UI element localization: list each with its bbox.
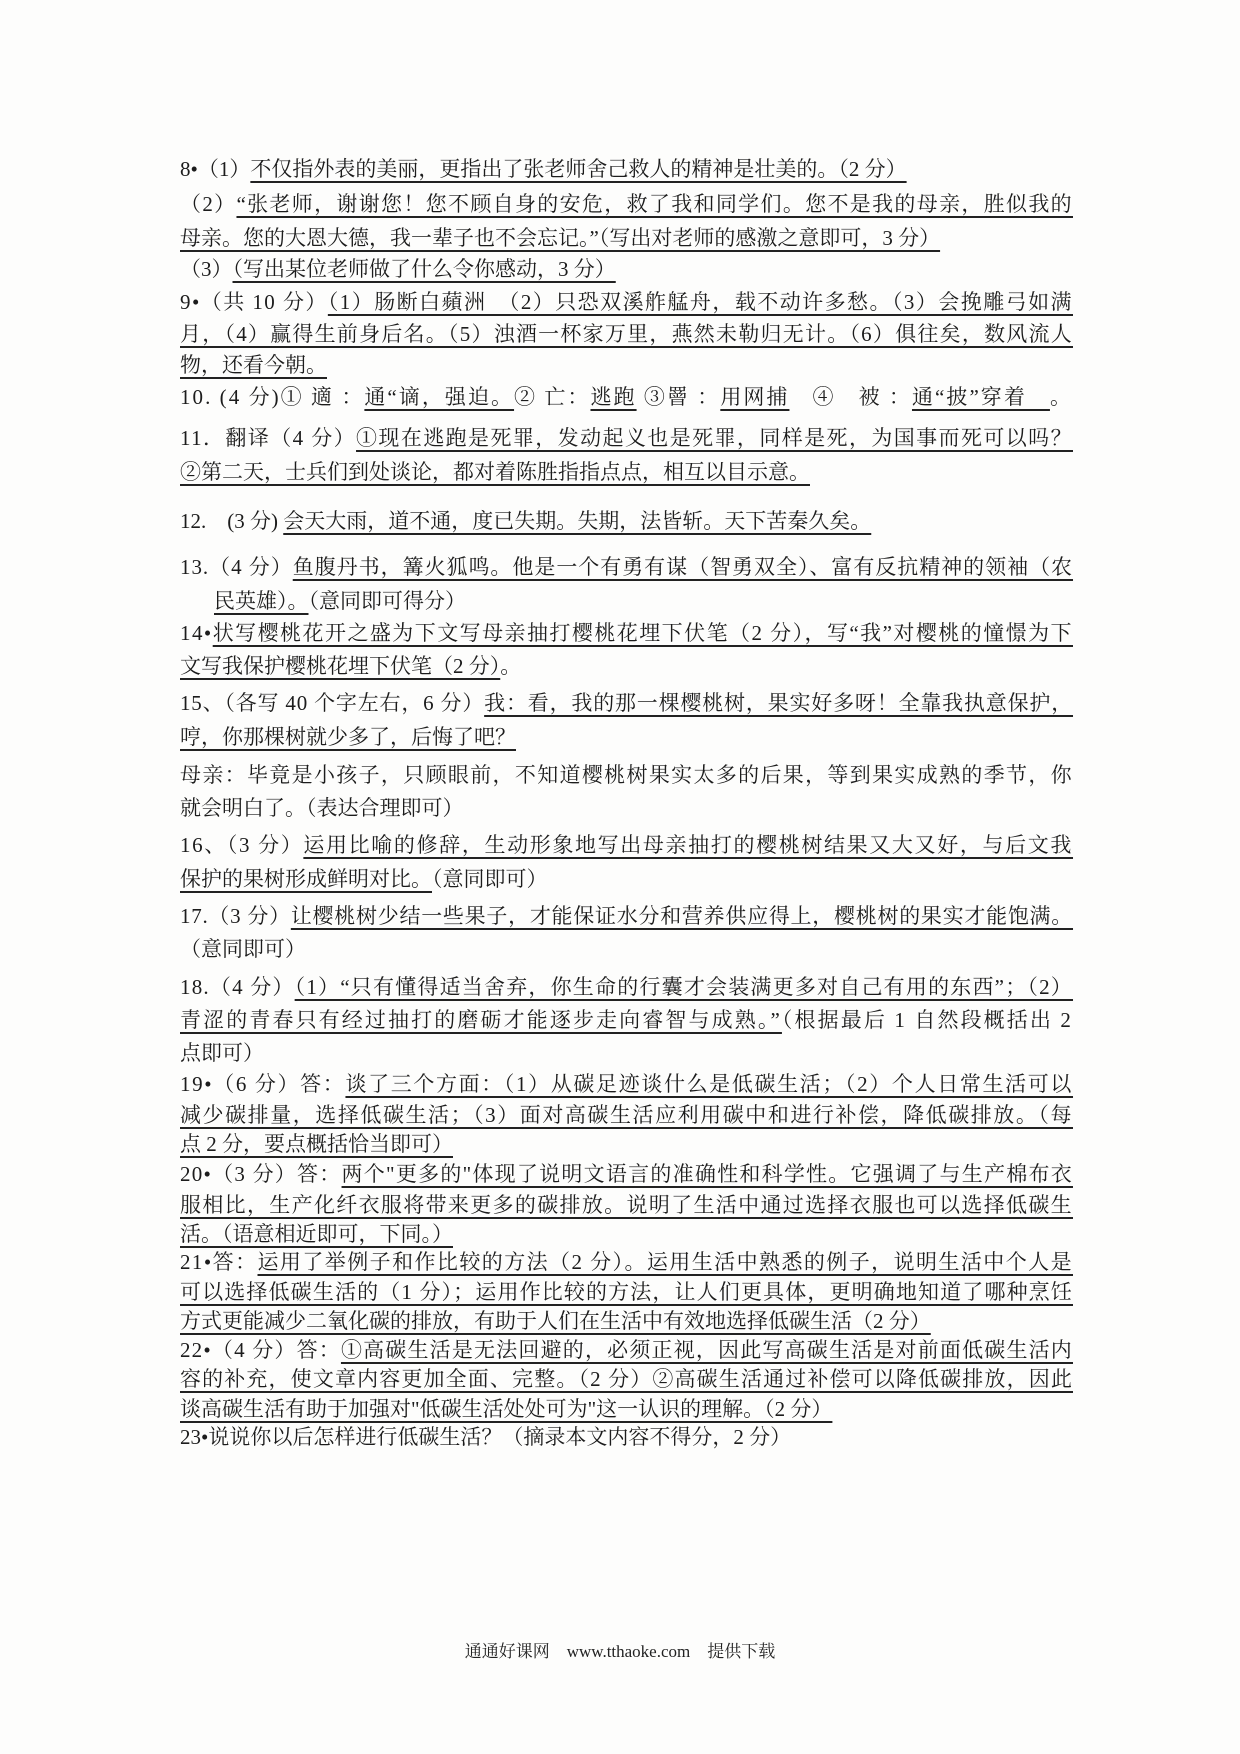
line-q14-1 (180, 618, 1073, 648)
line-q8-2 (180, 189, 1073, 219)
answer-text: 活。（语意相近即可，下同。） (180, 1222, 453, 1246)
question-number: 13.（4 分） (180, 555, 293, 579)
line-q9-2 (180, 319, 1073, 349)
answer-text: 让樱桃树少结一些果子，才能保证水分和营养供应得上，樱桃树的果实才能饱满。 (290, 904, 1074, 928)
line-end: 。 (1049, 385, 1073, 409)
question-number: 14• (180, 621, 213, 645)
answer-text: 月，（4）赢得生前身后名。（5）浊酒一杯家万里，燕然未勒归无计。（6）俱往矣，数风流人 (180, 322, 1073, 346)
answer-text: 通“谪，强迫。 (364, 385, 515, 409)
line-q8-4 (180, 254, 616, 284)
line-q14-2 (180, 651, 521, 681)
question-number: 16、（3 分） (180, 833, 304, 857)
answer-text: 逃跑 (590, 385, 637, 409)
line-q8-1 (180, 154, 907, 184)
line-q22-3 (180, 1394, 832, 1424)
answer-text: （1）“只有懂得适当舍弃，你生命的行囊才会装满更多对自己有用的东西”；（2） (294, 975, 1074, 999)
line-q16-1 (180, 830, 1073, 860)
question-number: 20•（3 分）答： (180, 1162, 342, 1186)
line-q15-4 (180, 793, 464, 823)
answer-text: （1）肠断白蘋洲 （2）只恐双溪舴艋舟，载不动许多愁。（3）会挽雕弓如满 (327, 290, 1073, 314)
answer-text: 谈高碳生活有助于加强对"低碳生活处处可为"这一认识的理解。（2 分） (180, 1397, 833, 1421)
answer-text: 民英雄）。 (214, 589, 309, 613)
question-number: 18.（4 分） (180, 975, 295, 999)
scoring-note: （意同即可得分） (308, 589, 466, 613)
line-q8-3 (180, 223, 940, 253)
line-q21-2 (180, 1277, 1073, 1307)
answer-text: 通“披”穿着 (911, 385, 1050, 409)
line-q21-1 (180, 1247, 1073, 1277)
line-q19-2 (180, 1100, 1073, 1130)
answer-text: 容的补充，使文章内容更加全面、完整。（2 分）②高碳生活通过补偿可以降低碳排放，因此 (180, 1367, 1073, 1391)
line-end: 。 (500, 654, 522, 678)
line-q20-1 (180, 1159, 1073, 1189)
scoring-note: 点即可） (180, 1041, 264, 1065)
line-q20-3 (180, 1219, 453, 1249)
answer-text: 哼，你那棵树就少多了，后悔了吧？ (180, 725, 516, 749)
answer-text: 我：看，我的那一棵樱桃树，果实好多呀！全靠我执意保护， (484, 691, 1074, 715)
answer-text: 两个"更多的"体现了说明文语言的准确性和科学性。它强调了与生产棉布衣 (341, 1162, 1073, 1186)
line-q15-1 (180, 688, 1073, 718)
line-q22-2 (180, 1364, 1073, 1394)
answer-text: 减少碳排量，选择低碳生活；（3）面对高碳生活应利用碳中和进行补偿，降低碳排放。（每 (180, 1103, 1073, 1127)
answer-text: 保护的果树形成鲜明对比。 (180, 867, 432, 891)
scoring-note: （意同即可） (432, 867, 548, 891)
line-q11-1 (180, 423, 1073, 453)
question-number: 12. (3 分) (180, 509, 284, 533)
line-q11-2 (180, 457, 810, 487)
question-number: 21•答： (180, 1250, 258, 1274)
answer-text: 鱼腹丹书，篝火狐鸣。他是一个有勇有谋（智勇双全）、富有反抗精神的领袖（农 (292, 555, 1074, 579)
line-q10 (180, 382, 1073, 412)
answer-text: 用网捕 (720, 385, 790, 409)
answer-text: 母亲。您的大恩大德，我一辈子也不会忘记。”（写出对老师的感激之意即可，3 分） (180, 226, 941, 250)
answer-text: 可以选择低碳生活的（1 分）；运用作比较的方法，让人们更具体，更明确地知道了哪种烹饪 (180, 1280, 1073, 1304)
scoring-note: （根据最后 1 自然段概括出 2 (781, 1008, 1074, 1032)
answer-text: （写出某位老师做了什么令你感动，3 分） (232, 257, 616, 281)
line-q19-1 (180, 1069, 1073, 1099)
answer-text: 谈了三个方面：（1）从碳足迹谈什么是低碳生活；（2）个人日常生活可以 (345, 1072, 1074, 1096)
answer-text: ①现在逃跑是死罪，发动起义也是死罪，同样是死，为国事而死可以吗？ (356, 426, 1073, 450)
answer-text: 点 2 分，要点概括恰当即可） (180, 1132, 453, 1156)
answer-text: 运用了举例子和作比较的方法（2 分）。运用生活中熟悉的例子，说明生活中个人是 (257, 1250, 1073, 1274)
line-q15-2 (180, 722, 516, 752)
line-q23 (180, 1422, 791, 1452)
line-q18-3 (180, 1038, 264, 1068)
line-q18-1 (180, 972, 1073, 1002)
answer-text: 状写樱桃花开之盛为下文写母亲抽打樱桃花埋下伏笔（2 分），写“我”对樱桃的憧憬为下 (212, 621, 1073, 645)
answer-text: 就会明白了。（表达合理即可） (180, 796, 464, 820)
line-q9-1 (180, 287, 1073, 317)
question-number: 15、（各写 40 个字左右，6 分） (180, 691, 485, 715)
answer-text: 不仅指外表的美丽，更指出了张老师舍己救人的精神是壮美的。（2 分） (250, 157, 907, 181)
line-q9-3 (180, 350, 327, 380)
word-label: ③罾 ： (636, 385, 721, 409)
answer-text: 23•说说你以后怎样进行低碳生活？（摘录本文内容不得分，2 分） (180, 1425, 792, 1449)
question-number: 22•（4 分）答： (180, 1338, 341, 1362)
question-number: 9•（共 10 分） (180, 290, 328, 314)
answer-text: 青涩的青春只有经过抽打的磨砺才能逐步走向睿智与成熟。” (180, 1008, 782, 1032)
page-footer (0, 1640, 1240, 1664)
line-q13-2 (214, 586, 466, 616)
answer-text: 母亲：毕竟是小孩子，只顾眼前，不知道樱桃树果实太多的后果，等到果实成熟的季节，你 (180, 763, 1073, 787)
answer-text: “张老师，谢谢您！您不顾自身的安危，救了我和同学们。您不是我的母亲，胜似我的 (236, 192, 1073, 216)
footer-text: 通通好课网 www.tthaoke.com 提供下载 (464, 1642, 776, 1661)
answer-text: 运用比喻的修辞，生动形象地写出母亲抽打的樱桃树结果又大又好，与后文我 (303, 833, 1074, 857)
word-label: ④ 被 ： (789, 385, 912, 409)
line-q17-1 (180, 901, 1073, 931)
answer-text: 服相比，生产化纤衣服将带来更多的碳排放。说明了生活中通过选择衣服也可以选择低碳生 (180, 1193, 1073, 1217)
sub-number: （3） (180, 257, 233, 281)
word-label: ② 亡： (514, 385, 591, 409)
line-q16-2 (180, 864, 548, 894)
answer-text: 物，还看今朝。 (180, 353, 327, 377)
line-q20-2 (180, 1190, 1073, 1220)
question-number: 8•（1） (180, 157, 251, 181)
line-q19-3 (180, 1129, 453, 1159)
line-q15-3 (180, 760, 1073, 790)
line-q21-3 (180, 1306, 931, 1336)
question-number: 19•（6 分）答： (180, 1072, 346, 1096)
question-number: 17.（3 分） (180, 904, 291, 928)
line-q22-1 (180, 1335, 1073, 1365)
scoring-note: （意同即可） (180, 937, 306, 961)
line-q13-1 (180, 552, 1073, 582)
line-q18-2 (180, 1005, 1073, 1035)
line-q12 (180, 506, 871, 536)
answer-text: ①高碳生活是无法回避的，必须正视，因此写高碳生活是对前面低碳生活内 (340, 1338, 1073, 1362)
answer-text: 会天大雨，道不通，度已失期。失期，法皆斩。天下苦秦久矣。 (283, 509, 872, 533)
sub-number: （2） (180, 192, 237, 216)
answer-text: 文写我保护樱桃花埋下伏笔（2 分） (180, 654, 501, 678)
answer-text: ②第二天，士兵们到处谈论，都对着陈胜指指点点，相互以目示意。 (180, 460, 810, 484)
answer-text: 方式更能减少二氧化碳的排放，有助于人们在生活中有效地选择低碳生活（2 分） (180, 1309, 931, 1333)
question-number: 11．翻译（4 分） (180, 426, 357, 450)
question-number: 10. (4 分)① 適 ： (180, 385, 365, 409)
line-q17-2 (180, 934, 306, 964)
